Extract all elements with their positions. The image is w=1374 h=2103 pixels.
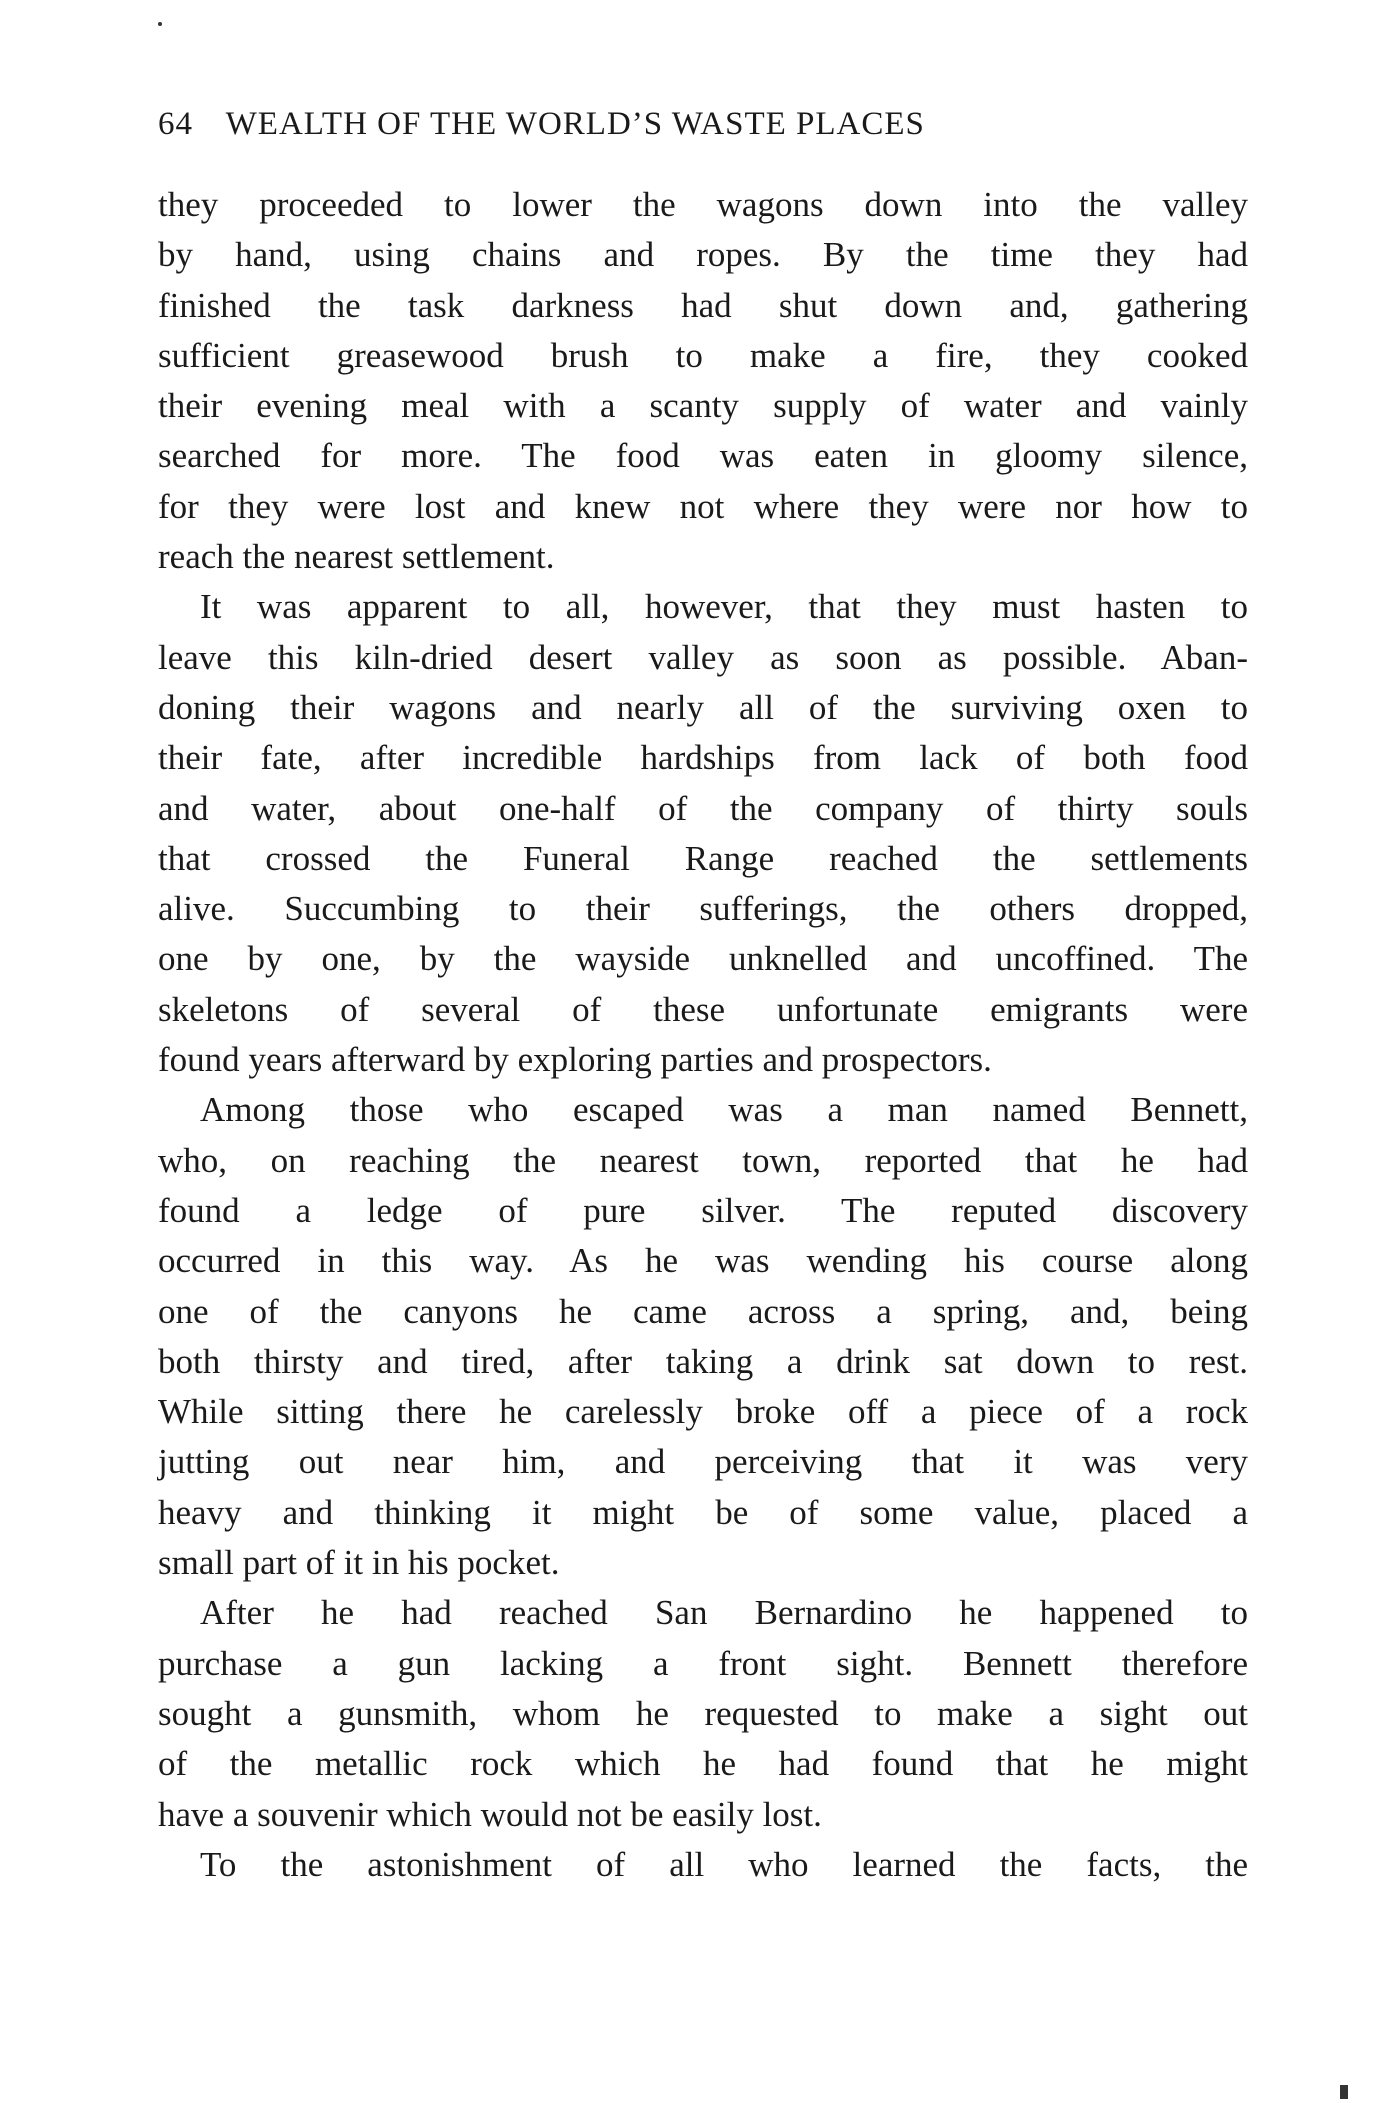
text-line: reach the nearest settlement. <box>158 537 555 577</box>
text-line: skeletons of several of these unfortunate emigrants were <box>158 989 1248 1029</box>
text-line: found years afterward by exploring parties and prospectors. <box>158 1040 992 1080</box>
text-line: who, on reaching the nearest town, reported that he had <box>158 1140 1248 1180</box>
text-line: found a ledge of pure silver. The reputed discovery <box>158 1190 1248 1230</box>
text-line: Among those who escaped was a man named Bennett, <box>200 1090 1248 1130</box>
text-line: It was apparent to all, however, that they must hasten to <box>200 587 1248 627</box>
text-line: sought a gunsmith, whom he requested to make a sight out <box>158 1693 1248 1733</box>
paragraph <box>158 1085 1248 1588</box>
paragraph <box>158 180 1248 582</box>
paragraph <box>158 1840 1248 1890</box>
text-line: sufficient greasewood brush to make a fire, they cooked <box>158 335 1248 375</box>
text-line: heavy and thinking it might be of some value, placed a <box>158 1492 1248 1532</box>
text-line: for they were lost and knew not where they were nor how to <box>158 486 1248 526</box>
text-line: have a souvenir which would not be easily lost. <box>158 1794 822 1834</box>
text-line: purchase a gun lacking a front sight. Bennett therefore <box>158 1643 1248 1683</box>
text-line: their fate, after incredible hardships from lack of both food <box>158 738 1248 778</box>
text-line: After he had reached San Bernardino he happened to <box>200 1593 1248 1633</box>
page-body-text <box>158 180 1248 1890</box>
text-line: one by one, by the wayside unknelled and uncoffined. The <box>158 939 1248 979</box>
text-line: and water, about one-half of the company of thirty souls <box>158 788 1248 828</box>
text-line: by hand, using chains and ropes. By the time they had <box>158 235 1248 275</box>
page-number: 64 <box>158 106 193 142</box>
text-line: both thirsty and tired, after taking a drink sat down to rest. <box>158 1341 1248 1381</box>
paragraph <box>158 582 1248 1085</box>
text-line: leave this kiln-dried desert valley as soon as possible. Aban- <box>158 637 1248 677</box>
text-line: searched for more. The food was eaten in gloomy silence, <box>158 436 1248 476</box>
text-line: that crossed the Funeral Range reached the settlements <box>158 838 1248 878</box>
text-line: While sitting there he carelessly broke off a piece of a rock <box>158 1392 1248 1432</box>
text-line: To the astonishment of all who learned the facts, the <box>200 1844 1248 1884</box>
paragraph <box>158 1588 1248 1839</box>
text-line: one of the canyons he came across a spring, and, being <box>158 1291 1248 1331</box>
scan-speck <box>158 22 162 26</box>
text-line: alive. Succumbing to their sufferings, the others dropped, <box>158 889 1248 929</box>
text-line: they proceeded to lower the wagons down into the valley <box>158 185 1248 224</box>
running-title: WEALTH OF THE WORLD’S WASTE PLACES <box>225 106 925 142</box>
text-line: occurred in this way. As he was wending his course along <box>158 1241 1248 1281</box>
text-line: small part of it in his pocket. <box>158 1543 560 1583</box>
text-line: of the metallic rock which he had found that he might <box>158 1744 1248 1784</box>
text-line: doning their wagons and nearly all of the surviving oxen to <box>158 687 1248 727</box>
text-line: their evening meal with a scanty supply of water and vainly <box>158 386 1248 426</box>
running-header <box>158 106 1160 143</box>
text-line: finished the task darkness had shut down and, gathering <box>158 285 1248 325</box>
text-line: jutting out near him, and perceiving that it was very <box>158 1442 1248 1482</box>
scan-mark <box>1340 2085 1348 2099</box>
